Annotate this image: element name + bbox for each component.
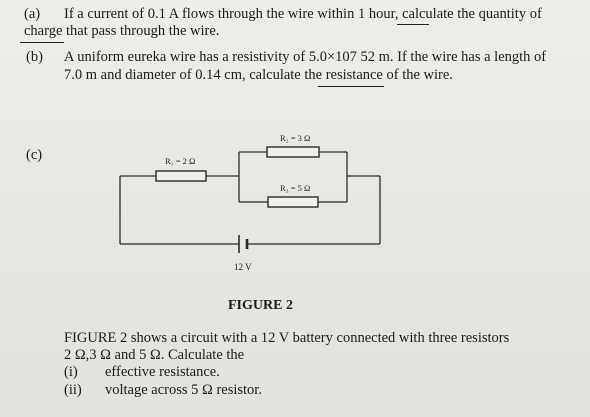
sub-question-ii-text: voltage across 5 Ω resistor. bbox=[105, 382, 262, 398]
sub-question-i-text: effective resistance. bbox=[105, 364, 220, 380]
battery-label: 12 V bbox=[234, 262, 252, 272]
r1-label: R₁ = 2 Ω bbox=[165, 156, 196, 166]
sub-question-i-label: (i) bbox=[64, 364, 78, 380]
sub-question-ii-label: (ii) bbox=[64, 382, 82, 398]
resistor-r1 bbox=[156, 171, 206, 181]
part-c-label: (c) bbox=[26, 147, 43, 163]
part-c-description-line1: FIGURE 2 shows a circuit with a 12 V battery connected with three resistors bbox=[64, 330, 510, 346]
r3-label: R₃ = 5 Ω bbox=[280, 183, 311, 193]
figure-caption: FIGURE 2 bbox=[228, 298, 293, 313]
part-b-question-line1: A uniform eureka wire has a resistivity of 5.0×107 52 m. If the wire has a length of bbox=[64, 49, 547, 65]
resistor-r2 bbox=[267, 147, 319, 157]
part-a-question-line1: If a current of 0.1 A flows through the wire within 1 hour, calculate the quantity of bbox=[64, 6, 542, 22]
r2-label: R₂ = 3 Ω bbox=[280, 133, 311, 143]
part-b-question-line2: 7.0 m and diameter of 0.14 cm, calculate the resistance of the wire. bbox=[64, 67, 453, 83]
resistor-r3 bbox=[268, 197, 318, 207]
part-b-label: (b) bbox=[26, 49, 43, 65]
part-a-label: (a) bbox=[24, 6, 41, 22]
part-c-description-line2: 2 Ω,3 Ω and 5 Ω. Calculate the bbox=[64, 347, 245, 363]
part-a-question-line2: charge that pass through the wire. bbox=[24, 23, 220, 39]
